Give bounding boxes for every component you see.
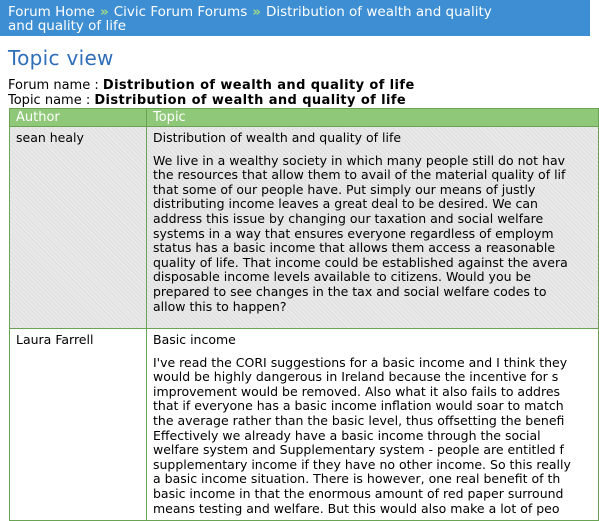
- post-body-line: that if everyone has a basic income inflation would soar to match: [153, 398, 564, 414]
- topic-name-row: [8, 93, 406, 108]
- forum-name-value: Distribution of wealth and quality of life: [102, 78, 415, 93]
- topic-column-header: Topic: [147, 109, 599, 127]
- post-body-line: allow this to happen?: [153, 298, 287, 314]
- post-body-line: prepared to see changes in the tax and social welfare codes to: [153, 283, 547, 299]
- post-body-line: means testing and welfare. But this would also make a lot of peo: [153, 500, 560, 516]
- post-content: [147, 127, 599, 329]
- post-body-line: I've read the CORI suggestions for a basic income and I think they: [153, 354, 568, 370]
- post-body-line: a basic income situation. There is however, one real benefit of th: [153, 471, 561, 487]
- post-body-line: address this issue by changing our taxation and social welfare: [153, 210, 544, 226]
- post-body-line: that some of our people have. Put simply our means of justly: [153, 181, 536, 197]
- breadcrumb-current-topic-link[interactable]: Distribution of wealth and quality: [266, 4, 492, 20]
- post-body-line: distributing income leaves a great deal to be desired. We can: [153, 196, 538, 212]
- breadcrumb-separator: »: [99, 4, 109, 20]
- post-body-line: basic income in that the enormous amount of red paper surround: [153, 485, 564, 501]
- post-author: Laura Farrell: [10, 329, 147, 521]
- breadcrumb-current-topic-continued: and quality of life: [8, 18, 127, 34]
- breadcrumb-separator: »: [252, 4, 261, 20]
- post-body-line: would be highly dangerous in Ireland because the incentive for s: [153, 369, 559, 385]
- author-column-header: Author: [10, 109, 147, 127]
- breadcrumb-forum-home-link[interactable]: Forum Home: [8, 4, 95, 20]
- post-body: [153, 356, 592, 517]
- post-content: [147, 329, 599, 521]
- table-row: [10, 329, 599, 521]
- post-body-line: the average rather than the basic level, thus offsetting the benefi: [153, 412, 565, 428]
- post-body-line: improvement would be removed. Also what it also fails to addres: [153, 383, 561, 399]
- post-body-line: systems in a way that ensures everyone regardless of employm: [153, 225, 554, 241]
- page-title: Topic view: [8, 46, 114, 70]
- topic-name-value: Distribution of wealth and quality of life: [94, 93, 407, 108]
- post-title: Basic income: [153, 332, 236, 347]
- post-body-line: We live in a wealthy society in which many people still do not hav: [153, 152, 566, 168]
- posts-table: [9, 108, 599, 521]
- post-author: sean healy: [10, 127, 147, 329]
- post-body-line: disposable income levels available to citizens. Would you be: [153, 269, 532, 285]
- breadcrumb: [0, 0, 590, 36]
- post-body-line: welfare system and Supplementary system - people are entitled f: [153, 442, 564, 458]
- post-body: [153, 154, 592, 315]
- post-body-line: the resources that allow them to avail of the material quality of lif: [153, 167, 566, 183]
- forum-name-row: [8, 78, 415, 93]
- forum-name-label: Forum name :: [8, 78, 99, 93]
- table-header-row: [10, 109, 599, 127]
- table-row: [10, 127, 599, 329]
- post-body-line: Effectively we already have a basic income through the social: [153, 427, 541, 443]
- topic-name-label: Topic name :: [8, 93, 91, 108]
- post-body-line: status has a basic income that allows them access a reasonable: [153, 240, 556, 256]
- post-body-line: supplementary income if they have no other income. So this really: [153, 456, 571, 472]
- breadcrumb-civic-forum-link[interactable]: Civic Forum Forums: [113, 4, 248, 20]
- post-title: Distribution of wealth and quality of life: [153, 130, 402, 145]
- post-body-line: quality of life. That income could be established against the avera: [153, 254, 568, 270]
